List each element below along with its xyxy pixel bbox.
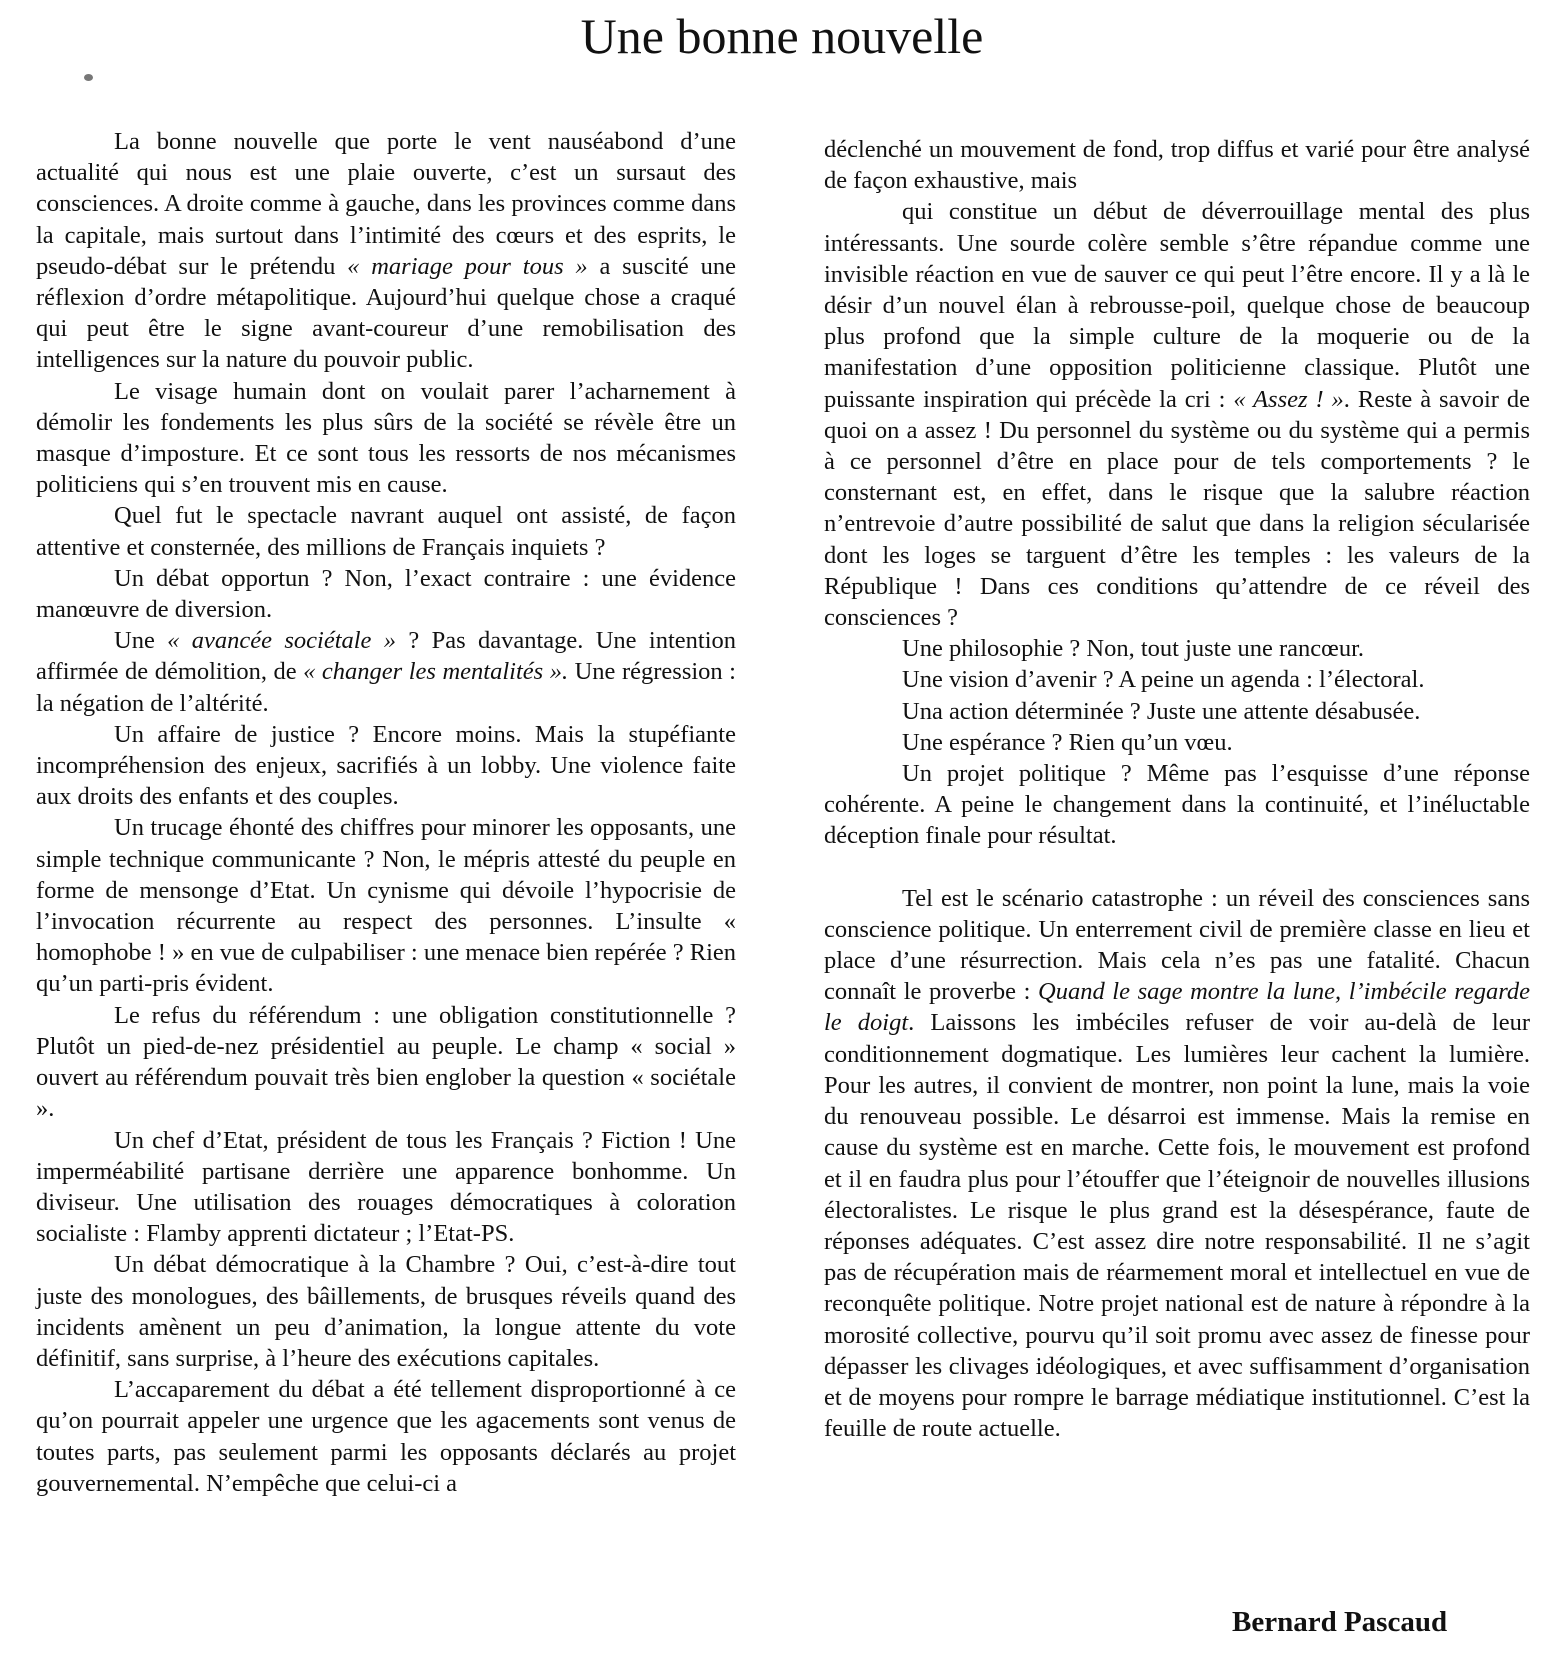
text-run: Une [114,627,168,655]
right-column [824,134,1530,1444]
italic-text: « Assez ! » [1233,385,1344,413]
text-run: . Reste à savoir de quoi on a assez ! Du personnel du système ou du système qui a permis à ce personnel d’être en place pour de tels comportements ? le consternant est, en effet, dans le risque que la salubre réaction n’entrevoie d’autre possibilité de salut que dans la religion sécularisée dont les loges se targuent d’être les temples : les valeurs de la République ! Dans ces conditions qu’attendre de ce réveil des consciences ? [824,385,1530,632]
paragraph [36,376,736,501]
text-run: Une espérance ? Rien qu’un vœu. [902,728,1233,756]
paragraph [36,500,736,562]
text-run: ? Pas davantage. Une intention affirmée de démolition, de [36,627,736,686]
paragraph [824,696,1530,727]
text-run: Un débat opportun ? Non, l’exact contraire : une évidence manœuvre de diversion. [36,564,736,624]
paragraph [824,664,1530,695]
paragraph [36,625,736,719]
text-run: Un affaire de justice ? Encore moins. Mais la stupéfiante incompréhension des enjeux, sacrifiés à un lobby. Une violence faite aux droits des enfants et des couples. [36,720,736,811]
text-run: L’accaparement du débat a été tellement disproportionné à ce qu’on pourrait appeler une urgence que les agacements sont venus de toutes parts, pas seulement parmi les opposants déclarés au projet gouvernemental. N’empêche que celui-ci a [36,1376,736,1497]
paragraph [36,563,736,625]
paragraph [36,719,736,813]
text-run: Tel est le scénario catastrophe : un réveil des consciences sans conscience politique. Un enterrement civil de première classe en lieu et place d’une résurrection. Mais cela n’es pas une fatalité. Chacun connaît le proverbe : [824,884,1530,1006]
paragraph [36,1125,736,1250]
paragraph [824,633,1530,664]
italic-text: Quand le sage montre la lune, l’imbécile regarde le doigt [824,978,1530,1037]
text-run: Une philosophie ? Non, tout juste une rancœur. [902,635,1365,663]
text-run: Un débat démocratique à la Chambre ? Oui, c’est-à-dire tout juste des monologues, des bâillements, de brusques réveils quand des incidents amènent un peu d’animation, la longue attente du vote définitif, sans surprise, à l’heure des exécutions capitales. [36,1251,736,1372]
scan-speck [84,74,93,81]
left-column [36,126,736,1499]
page-title: Une bonne nouvelle [580,8,984,64]
text-run: déclenché un mouvement de fond, trop diffus et varié pour être analysé de façon exhaustive, mais [824,136,1530,195]
text-run: qui constitue un début de déverrouillage mental des plus intéressants. Une sourde colère semble s’être répandue comme une invisible réaction en vue de sauver ce qui peut l’être encore. Il y a là le désir d’un nouvel élan à rebrousse-poil, quelque chose de beaucoup plus profond que la simple culture de la moquerie ou de la manifestation d’une opposition politicienne classique. Plutôt une puissante inspiration qui précède la cri : [824,198,1530,413]
text-run: Le visage humain dont on voulait parer l’acharnement à démolir les fondements les plus sûrs de la société se révèle être un masque d’imposture. Et ce sont tous les ressorts de nos mécanismes politiciens qui s’en trouvent mis en cause. [36,377,736,499]
text-run: Un chef d’Etat, président de tous les Français ? Fiction ! Une imperméabilité partisane derrière une apparence bonhomme. Un diviseur. Une utilisation des rouages démocratiques à coloration socialiste : Flamby apprenti dictateur ; l’Etat-PS. [36,1126,736,1248]
text-run: Une régression : la négation de l’altérité. [36,658,736,717]
paragraph [36,1249,736,1374]
text-run: La bonne nouvelle que porte le vent nauséabond d’une actualité qui nous est une plaie ouverte, c’est un sursaut des consciences. A droite comme à gauche, dans les provinces comme dans la capitale, mais surtout dans l’intimité des cœurs et des esprits, le pseudo-débat sur le prétendu [36,128,736,280]
italic-text: « avancée sociétale » [167,627,397,655]
text-run: Le refus du référendum : une obligation constitutionnelle ? Plutôt un pied-de-nez présidentiel au peuple. Le champ « social » ouvert au référendum pouvait très bien englober la question « sociétale ». [36,1001,736,1123]
author-signature: Bernard Pascaud [1232,1606,1448,1638]
text-run: . Laissons les imbéciles refuser de voir au-delà de leur conditionnement dogmatique. Les lumières leur cachent la lumière. Pour les autres, il convient de montrer, non point la lune, mais la voie du renouveau possible. Le désarroi est immense. Mais la remise en cause du système est en marche. Cette fois, le mouvement est profond et il en faudra plus pour l’étouffer que l’éteignoir de nouvelles illusions électoralistes. Le risque le plus grand est la désespérance, faute de réponses adéquates. C’est assez dire notre responsabilité. Il ne s’agit pas de récupération mais de réarmement moral et intellectuel en vue de reconquête politique. Notre projet national est de nature à répondre à la morosité collective, pourvu qu’il soit promu avec assez de finesse pour dépasser les clivages idéologiques, et avec suffisamment d’organisation et de moyens pour rompre le barrage médiatique institutionnel. C’est la feuille de route actuelle. [824,1009,1530,1443]
paragraph [824,883,1530,1445]
text-run: a suscité une réflexion d’ordre métapolitique. Aujourd’hui quelque chose a craqué qui peut être le signe avant-coureur d’une remobilisation des intelligences sur la nature du pouvoir public. [36,252,736,374]
paragraph [36,1000,736,1125]
text-run: Un projet politique ? Même pas l’esquisse d’une réponse cohérente. A peine le changement dans la continuité, et l’inéluctable déception finale pour résultat. [824,760,1530,850]
text-run: Quel fut le spectacle navrant auquel ont assisté, de façon attentive et consternée, des millions de Français inquiets ? [36,502,736,561]
paragraph [824,758,1530,852]
italic-text: « mariage pour tous » [347,252,588,280]
italic-text: « changer les mentalités ». [303,658,569,686]
paragraph [36,126,736,376]
text-run: Una action déterminée ? Juste une attente désabusée. [902,697,1421,725]
paragraph [824,727,1530,758]
paragraph [824,134,1530,196]
paragraph [824,196,1530,633]
paragraph [36,1374,736,1499]
paragraph [36,812,736,999]
text-run: Un trucage éhonté des chiffres pour minorer les opposants, une simple technique communicante ? Non, le mépris attesté du peuple en forme de mensonge d’Etat. Un cynisme qui dévoile l’hypocrisie de l’invocation récurrente au respect des personnes. L’insulte « homophobe ! » en vue de culpabiliser : une menace bien repérée ? Rien qu’un parti-pris évident. [36,814,737,998]
text-run: Une vision d’avenir ? A peine un agenda : l’électoral. [902,666,1425,694]
